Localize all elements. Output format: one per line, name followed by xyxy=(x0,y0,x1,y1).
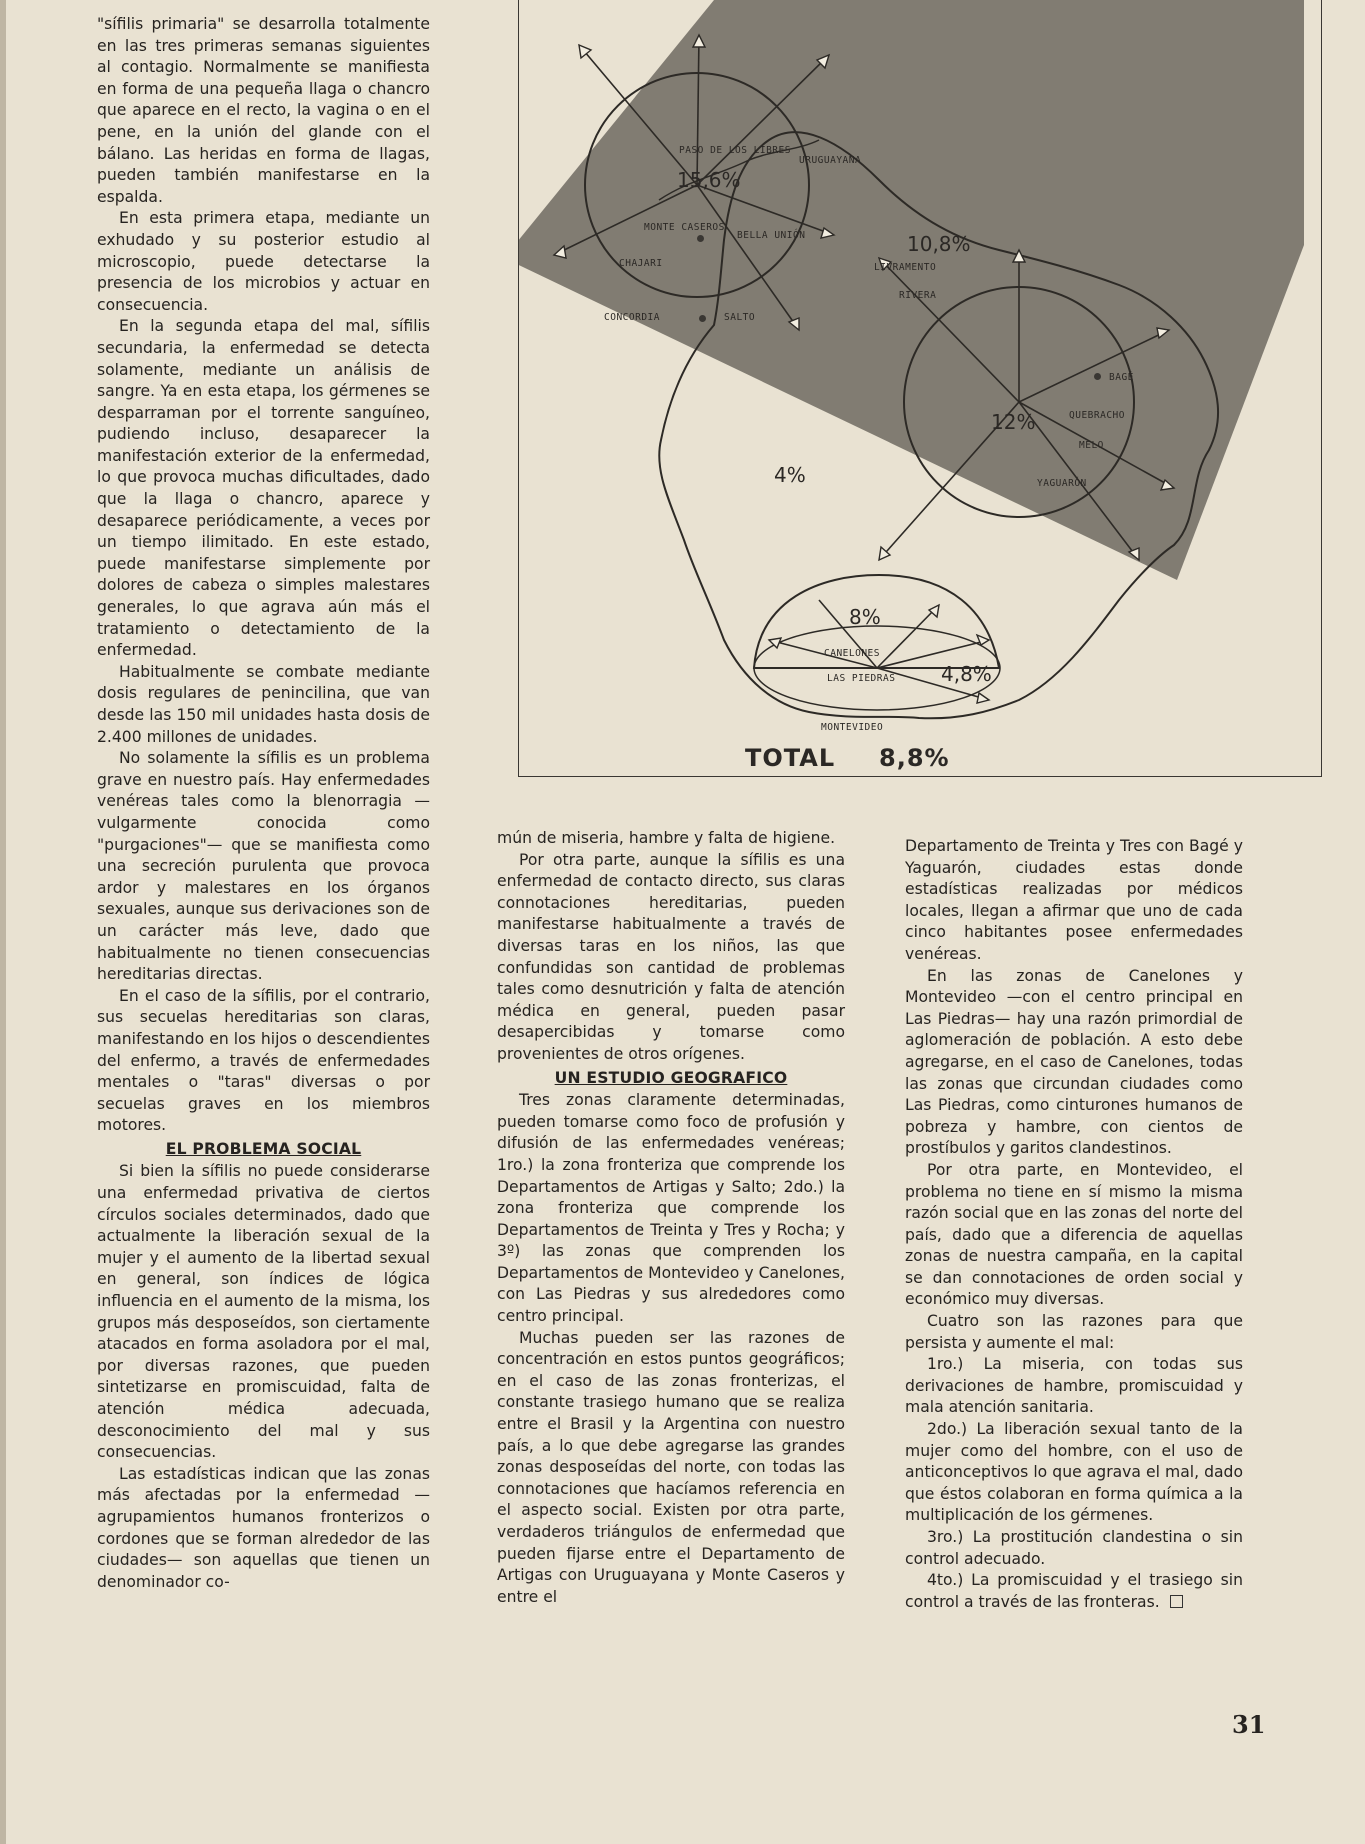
map-figure xyxy=(518,0,1322,777)
end-of-article-mark xyxy=(1170,1595,1183,1608)
paragraph: Habitualmente se combate mediante dosis regulares de penincilina, que van desde las 150 mil unidades hasta dosis de 2.400 millones de unidades. xyxy=(97,662,430,746)
city-quebracho: QUEBRACHO xyxy=(1069,410,1125,421)
city-monte-caseros: MONTE CASEROS xyxy=(644,222,725,233)
paragraph-final xyxy=(905,1570,1243,1613)
paragraph: Si bien la sífilis no puede considerarse una enfermedad privativa de ciertos círculos sociales determinados, dado que actualmente la liberación sexual de la mujer y el aumento de la libertad sexual en general, son índices de lógica influencia en el aumento de la misma, los grupos más desposeídos, son ciertamente atacados en forma asoladora por el mal, por diversas razones, que pueden sintetizarse en promiscuidad, falta de atención médica adecuada, desconocimiento del mal y sus consecuencias. xyxy=(97,1162,430,1462)
paragraph: 3ro.) La prostitución clandestina o sin control adecuado. xyxy=(905,1528,1243,1568)
paragraph: mún de miseria, hambre y falta de higiene. xyxy=(497,829,836,847)
article-column-1 xyxy=(97,14,430,1593)
paragraph: Departamento de Treinta y Tres con Bagé y Yaguarón, ciudades estas donde estadísticas realizadas por médicos locales, llegan a afirmar que uno de cada cinco habitantes posee enfermedades venéreas. xyxy=(905,837,1243,963)
region-percent-rivera: 10,8% xyxy=(907,232,971,256)
paragraph: En el caso de la sífilis, por el contrario, sus secuelas hereditarias son claras, manifestando en los hijos o descendientes del enfermo, a través de enfermedades mentales o "taras" diversas o por secuelas graves en los miembros motores. xyxy=(97,986,430,1135)
map-graphic xyxy=(519,0,1321,776)
city-uruguayana: URUGUAYANA xyxy=(799,155,862,166)
paragraph: 2do.) La liberación sexual tanto de la mujer como del hombre, con el uso de anticonceptivos lo que agrava el mal, dado que éstos colaboran en forma química a la multiplicación de los gérmenes. xyxy=(905,1420,1243,1525)
city-bella-union: BELLA UNIÓN xyxy=(737,230,806,241)
region-percent-canelones: 8% xyxy=(849,605,881,629)
city-marker xyxy=(1094,373,1101,380)
paragraph: Por otra parte, en Montevideo, el problema no tiene en sí mismo la misma razón social que en las zonas del norte del país, dado que a diferencia de aquellas zonas de nuestra campaña, en la capital se dan connotaciones de orden social y económico muy diversas. xyxy=(905,1160,1243,1309)
section-heading-social: EL PROBLEMA SOCIAL xyxy=(165,1139,362,1158)
city-livramento: LIVRAMENTO xyxy=(874,262,937,273)
region-percent-montevideo: 4,8% xyxy=(941,662,992,686)
paragraph: "sífilis primaria" se desarrolla totalmente en las tres primeras semanas siguientes al contagio. Normalmente se manifiesta en forma de una pequeña llaga o chancro que aparece en el recto, la vagina o en el pene, en la unión del glande con el bálano. Las heridas en forma de llagas, pueden también manifestarse en la espalda. xyxy=(97,15,430,206)
city-las-piedras: LAS PIEDRAS xyxy=(827,673,896,684)
city-montevideo: MONTEVIDEO xyxy=(821,722,884,733)
page-number: 31 xyxy=(1232,1710,1266,1739)
city-concordia: CONCORDIA xyxy=(604,312,660,323)
city-paso-de-los-libres: PASO DE LOS LIBRES xyxy=(679,145,791,156)
paragraph-text: 4to.) La promiscuidad y el trasiego sin control a través de las fronteras. xyxy=(905,1571,1243,1611)
city-bage: BAGÉ xyxy=(1109,372,1134,383)
city-salto: SALTO xyxy=(724,312,756,323)
paragraph: Tres zonas claramente determinadas, pueden tomarse como foco de profusión y difusión de las enfermedades venéreas; 1ro.) la zona fronteriza que comprende los Departamentos de Artigas y Salto; 2do.) la zona fronteriza que comprende los Departamentos de Treinta y Tres y Rocha; y 3º) las zonas que comprenden los Departamentos de Montevideo y Canelones, con Las Piedras y sus alrededores como centro principal. xyxy=(497,1091,845,1326)
paragraph: No solamente la sífilis es un problema grave en nuestro país. Hay enfermedades venéreas tales como la blenorragia —vulgarmente conocida como "purgaciones"— que se manifiesta como una secreción purulenta que provoca ardor y malestares en los órganos sexuales, aunque sus derivaciones son de un carácter más leve, dado que habitualmente no tienen consecuencias hereditarias directas. xyxy=(97,749,430,984)
city-yaguaron: YAGUARÓN xyxy=(1037,478,1087,489)
article-column-2 xyxy=(497,828,845,1608)
interior-percent: 4% xyxy=(774,463,806,487)
paragraph: Cuatro son las razones para que persista y aumente el mal: xyxy=(905,1312,1243,1352)
region-percent-treinta-y-tres: 12% xyxy=(991,410,1036,434)
article-column-3 xyxy=(905,836,1243,1613)
city-melo: MELO xyxy=(1079,440,1104,451)
city-rivera: RIVERA xyxy=(899,290,937,301)
paragraph: Por otra parte, aunque la sífilis es una enfermedad de contacto directo, sus claras connotaciones hereditarias, pueden manifestarse habitualmente a través de diversas taras en los niños, las que confundidas son cantidad de problemas tales como desnutrición y falta de atención médica en general, pueden pasar desapercibidas y tomarse como provenientes de otros orígenes. xyxy=(497,850,845,1063)
section-heading-geographic: UN ESTUDIO GEOGRAFICO xyxy=(554,1068,788,1087)
city-chajari: CHAJARI xyxy=(619,258,663,269)
total-label: TOTAL xyxy=(745,744,836,772)
paragraph: 1ro.) La miseria, con todas sus derivaciones de hambre, promiscuidad y mala atención sanitaria. xyxy=(905,1355,1243,1417)
city-canelones: CANELONES xyxy=(824,648,880,659)
city-marker xyxy=(699,315,706,322)
paragraph: En esta primera etapa, mediante un exhudado y su posterior estudio al microscopio, puede detectarse la presencia de los microbios y actuar en consecuencia. xyxy=(97,209,430,314)
region-percent-artigas: 15,6% xyxy=(677,168,741,192)
paragraph: En la segunda etapa del mal, sífilis secundaria, la enfermedad se detecta solamente, mediante un análisis de sangre. Ya en esta etapa, los gérmenes se desparraman por el torrente sanguíneo, pudiendo incluso, desaparecer la manifestación exterior de la enfermedad, lo que provoca muchas dificultades, dado que la llaga o chancro, aparece y desaparece periódicamente, a veces por un tiempo ilimitado. En este estado, puede manifestarse simplemente por dolores de cabeza o simples malestares generales, lo que agrava aún más el tratamiento o detectamiento de la enfermedad. xyxy=(97,317,430,660)
page-edge xyxy=(0,0,6,1844)
paragraph: Muchas pueden ser las razones de concentración en estos puntos geográficos; en el caso de las zonas fronterizas, el constante trasiego humano que se realiza entre el Brasil y la Argentina con nuestro país, a lo que debe agregarse las grandes zonas desposeídas del norte, con todas las connotaciones que hacíamos referencia en el aspecto social. Existen por otra parte, verdaderos triángulos de enfermedad que pueden fijarse entre el Departamento de Artigas con Uruguayana y Monte Caseros y entre el xyxy=(497,1328,845,1606)
paragraph: Las estadísticas indican que las zonas más afectadas por la enfermedad —agrupamientos humanos fronterizos o cordones que se forman alrededor de las ciudades— son aquellas que tienen un denominador co- xyxy=(97,1464,430,1591)
total-value: 8,8% xyxy=(879,744,950,772)
city-marker xyxy=(697,235,704,242)
paragraph: En las zonas de Canelones y Montevideo —con el centro principal en Las Piedras— hay una razón primordial de aglomeración de población. A esto debe agregarse, en el caso de Canelones, todas las zonas que circundan ciudades como Las Piedras, como cinturones humanos de pobreza y hambre, con cientos de prostíbulos y garitos clandestinos. xyxy=(905,966,1243,1158)
